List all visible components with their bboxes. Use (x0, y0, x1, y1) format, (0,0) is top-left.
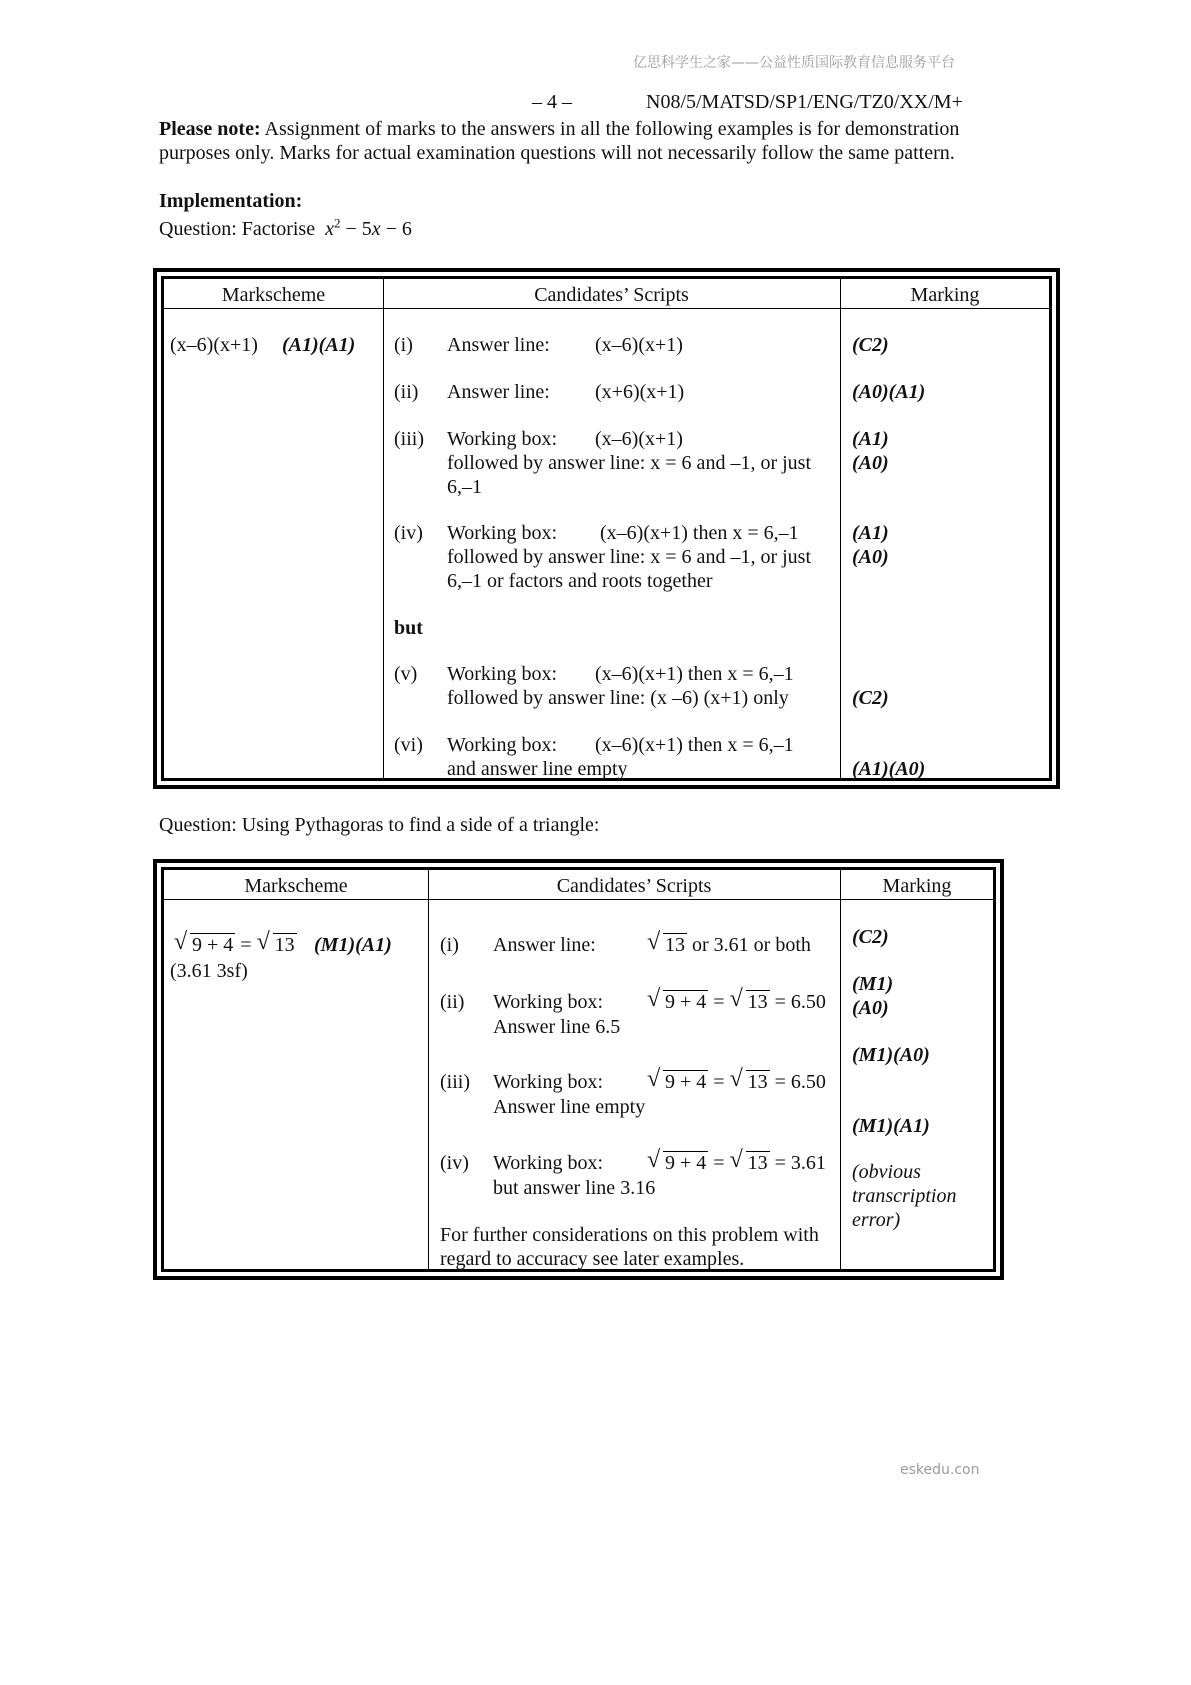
q2-header-scripts: Candidates’ Scripts (556, 875, 712, 897)
q2-header-divider (164, 899, 993, 900)
sqrt-13: √ 13 (730, 989, 770, 1015)
q2-markscheme-sub: (3.61 3sf) (170, 960, 248, 982)
note-label: Please note: (159, 118, 261, 140)
q1-but-label: but (394, 617, 423, 639)
q2-row-ii-num: (ii) (440, 991, 465, 1013)
q1-row-v-num: (v) (394, 663, 418, 685)
q1-table (161, 276, 1052, 781)
q1-col-divider-2 (840, 279, 841, 778)
q2-markscheme-equation (174, 932, 297, 958)
q2-row-iii-value (647, 1069, 826, 1095)
q2-row-iv-note-2: transcription (852, 1185, 957, 1207)
q2-markscheme-marks: (M1)(A1) (314, 934, 392, 956)
q2-row-iii-line2: Answer line empty (493, 1096, 646, 1118)
q1-header-scripts: Candidates’ Scripts (534, 284, 689, 306)
q2-row-iv-note-3: error) (852, 1209, 901, 1231)
equals-sign: = (713, 1071, 725, 1093)
q1-header-divider (164, 308, 1049, 309)
q2-row-iii-label: Working box: (493, 1071, 604, 1093)
equals-sign: = (713, 1152, 725, 1174)
q1-row-iv-mark-1: (A1) (852, 522, 889, 544)
q2-row-iv-mark: (M1)(A1) (852, 1115, 930, 1137)
q2-row-ii-mark-2: (A0) (852, 997, 889, 1019)
q2-row-ii-result: = 6.50 (774, 991, 826, 1013)
q1-row-iv-mark-2: (A0) (852, 546, 889, 568)
sqrt-13: √ 13 (257, 932, 297, 958)
sqrt-9-plus-4: √ 9 + 4 (647, 1069, 708, 1095)
q2-row-i-mark: (C2) (852, 926, 889, 948)
q2-row-i-value (647, 932, 811, 958)
q2-col-divider-2 (840, 870, 841, 1269)
q1-row-iii-mark-1: (A1) (852, 428, 889, 450)
q1-row-iv-label: Working box: (447, 522, 558, 544)
q1-table-frame (153, 268, 1060, 789)
q2-row-iv-note-1: (obvious (852, 1161, 921, 1183)
q1-col-divider-1 (383, 279, 384, 778)
q2-further-2: regard to accuracy see later examples. (440, 1248, 745, 1270)
q1-row-iii-value: (x–6)(x+1) (595, 428, 683, 450)
q1-question-prefix: Question: Factorise (159, 218, 316, 240)
q1-row-iii-line3: 6,–1 (447, 476, 482, 498)
q2-row-ii-line2: Answer line 6.5 (493, 1016, 621, 1038)
q1-row-iv-value: (x–6)(x+1) then x = 6,–1 (600, 522, 799, 544)
q2-row-iv-label: Working box: (493, 1152, 604, 1174)
q2-table (161, 867, 996, 1272)
q2-table-frame (153, 859, 1004, 1280)
q2-row-i-tail: or 3.61 or both (692, 934, 811, 956)
q2-row-iii-num: (iii) (440, 1071, 470, 1093)
equals-sign: = (240, 934, 252, 956)
equals-sign: = (713, 991, 725, 1013)
q1-markscheme-marks: (A1)(A1) (282, 334, 356, 356)
q1-expression: $x^2 - 5x - 6$ (325, 215, 412, 240)
q2-further-1: For further considerations on this problem with (440, 1224, 819, 1246)
q2-row-ii-mark-1: (M1) (852, 973, 894, 995)
q1-row-iii-label: Working box: (447, 428, 558, 450)
q2-row-iv-line2: but answer line 3.16 (493, 1177, 656, 1199)
sqrt-9-plus-4: √ 9 + 4 (174, 932, 235, 958)
sqrt-9-plus-4: √ 9 + 4 (647, 989, 708, 1015)
q2-row-ii-label: Working box: (493, 991, 604, 1013)
q1-row-i-value: (x–6)(x+1) (595, 334, 683, 356)
q2-row-i-label: Answer line: (493, 934, 596, 956)
q1-row-vi-value: (x–6)(x+1) then x = 6,–1 (595, 734, 794, 756)
page-number: – 4 – (532, 91, 572, 113)
q1-row-v-mark: (C2) (852, 687, 889, 709)
watermark-bottom: eskedu.con (900, 1462, 980, 1478)
q1-row-i-num: (i) (394, 334, 413, 356)
sqrt-13: √ 13 (647, 932, 687, 958)
q1-row-vi-label: Working box: (447, 734, 558, 756)
document-code: N08/5/MATSD/SP1/ENG/TZ0/XX/M+ (646, 91, 963, 113)
q1-row-iii-num: (iii) (394, 428, 424, 450)
note-text-1: Assignment of marks to the answers in all the following examples is for demonstration (264, 118, 960, 140)
q1-row-iv-line3: 6,–1 or factors and roots together (447, 570, 713, 592)
watermark-top: 亿思科学生之家——公益性质国际教育信息服务平台 (633, 55, 955, 71)
q2-row-i-num: (i) (440, 934, 459, 956)
q1-header-marking: Marking (910, 284, 980, 306)
q1-row-vi-num: (vi) (394, 734, 423, 756)
q1-row-ii-value: (x+6)(x+1) (595, 381, 685, 403)
q1-row-ii-mark: (A0)(A1) (852, 381, 926, 403)
q2-row-iv-result: = 3.61 (774, 1152, 826, 1174)
implementation-heading: Implementation: (159, 190, 303, 212)
q1-row-ii-num: (ii) (394, 381, 419, 403)
q2-row-iii-mark: (M1)(A0) (852, 1044, 930, 1066)
q2-row-iv-num: (iv) (440, 1152, 469, 1174)
q2-col-divider-1 (428, 870, 429, 1269)
q1-row-iii-line2: followed by answer line: x = 6 and –1, or just (447, 452, 811, 474)
q2-header-marking: Marking (882, 875, 952, 897)
q1-row-vi-line2: and answer line empty (447, 758, 628, 780)
q2-row-iv-value (647, 1150, 826, 1176)
sqrt-13: √ 13 (730, 1150, 770, 1176)
sqrt-9-plus-4: √ 9 + 4 (647, 1150, 708, 1176)
q1-header-markscheme: Markscheme (221, 284, 326, 306)
q1-question (159, 216, 412, 242)
q1-row-vi-mark: (A1)(A0) (852, 758, 926, 780)
q1-row-iv-num: (iv) (394, 522, 423, 544)
q2-row-iii-result: = 6.50 (774, 1071, 826, 1093)
q1-row-ii-label: Answer line: (447, 381, 550, 403)
q1-row-i-label: Answer line: (447, 334, 550, 356)
q1-row-i-mark: (C2) (852, 334, 889, 356)
q1-row-v-label: Working box: (447, 663, 558, 685)
q1-row-iv-line2: followed by answer line: x = 6 and –1, or just (447, 546, 811, 568)
q2-row-ii-value (647, 989, 826, 1015)
q1-markscheme-answer: (x–6)(x+1) (170, 334, 258, 356)
sqrt-13: √ 13 (730, 1069, 770, 1095)
note-line-1 (159, 116, 959, 142)
q2-header-markscheme: Markscheme (244, 875, 348, 897)
q1-row-v-value: (x–6)(x+1) then x = 6,–1 (595, 663, 794, 685)
q2-question: Question: Using Pythagoras to find a side of a triangle: (159, 814, 600, 836)
q1-row-v-line2: followed by answer line: (x –6) (x+1) only (447, 687, 789, 709)
note-line-2: purposes only. Marks for actual examination questions will not necessarily follow the same pattern. (159, 142, 955, 164)
q1-row-iii-mark-2: (A0) (852, 452, 889, 474)
